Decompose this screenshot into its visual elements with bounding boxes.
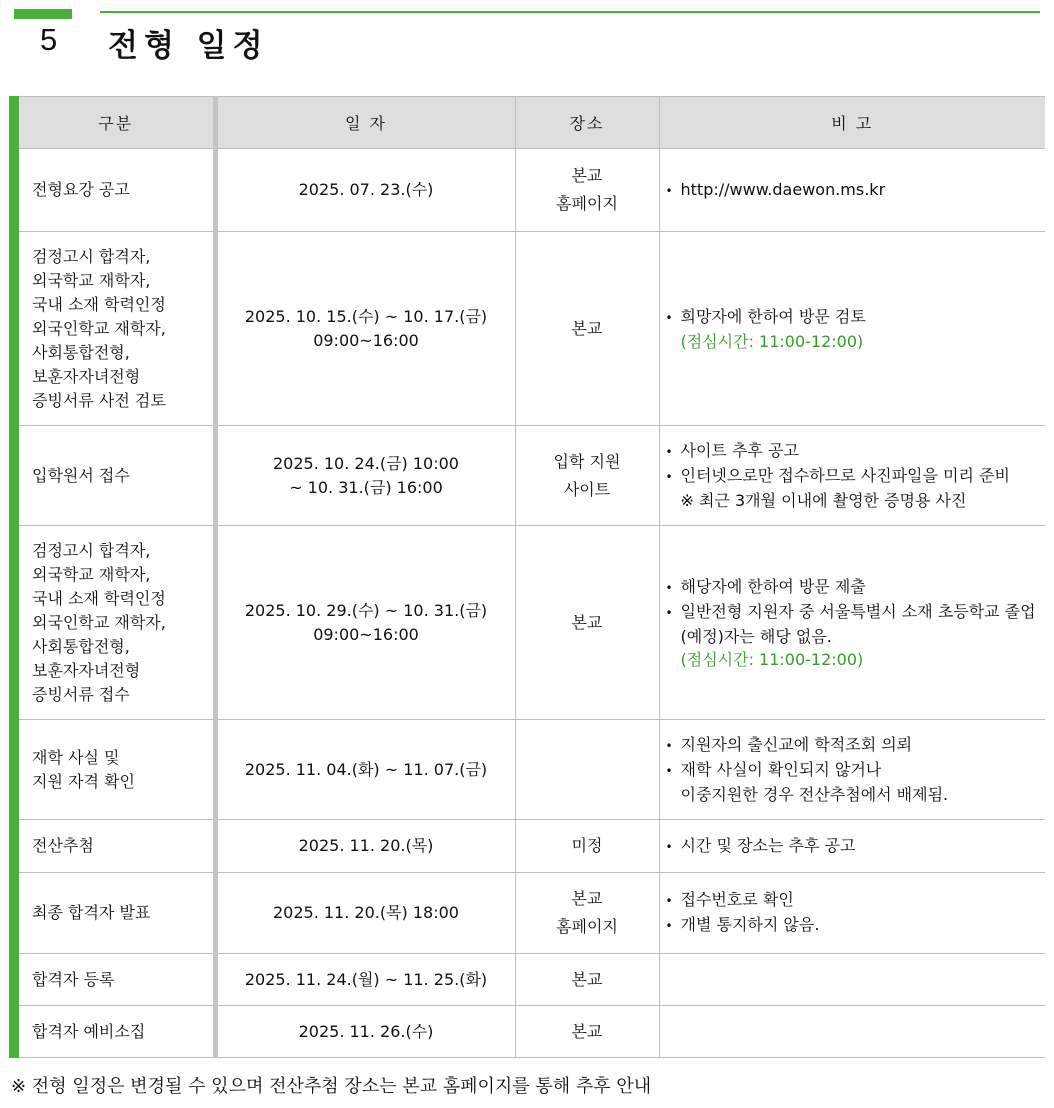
table-row [19,232,1045,426]
place-cell-line: 입학 지원 [553,451,621,471]
note-subline: ※ 최근 3개월 이내에 촬영한 증명용 사진 [680,491,967,510]
place-cell-line: 본교 [571,166,603,185]
section-title: 전형 일정 [108,28,269,64]
place-cell-line: 홈페이지 [556,194,618,213]
date-cell-line: 2025. 11. 24.(월) ~ 11. 25.(화) [244,969,488,989]
date-cell [215,149,515,232]
place-cell-line: 사이트 [563,479,611,499]
place-cell [515,1006,659,1058]
header-category: 구분 [19,97,215,149]
notes-cell [659,873,1045,954]
notes-cell [659,232,1045,426]
category-cell [19,232,215,426]
header-place: 장소 [515,97,659,149]
place-cell-line: 본교 [571,612,603,632]
category-cell-line: 사회통합전형, [32,342,130,362]
place-cell [515,720,659,820]
date-cell-line: 2025. 10. 15.(수) ~ 10. 17.(금) [244,306,488,326]
header-notes: 비 고 [659,97,1045,149]
category-cell-line: 전산추첨 [32,836,94,855]
table-row [19,149,1045,232]
date-cell-line: 09:00~16:00 [313,624,419,644]
category-cell-line: 보훈자자녀전형 [32,366,141,386]
category-cell-line: 외국학교 재학자, [32,270,151,290]
date-cell-line: 09:00~16:00 [313,330,419,350]
header-date: 일 자 [215,97,515,149]
note-bullet: • 지원자의 출신교에 학적조회 의뢰 [666,733,1046,758]
category-cell [19,149,215,232]
category-cell-line: 검정고시 합격자, [32,246,151,266]
place-cell [515,426,659,526]
category-cell-line: 보훈자자녀전형 [32,660,141,680]
category-cell-line: 국내 소재 학력인정 [32,294,166,314]
table-row [19,426,1045,526]
note-bullet: • 재학 사실이 확인되지 않거나 [666,758,1046,783]
date-cell [215,873,515,954]
category-cell [19,526,215,720]
note-bullet: • 접수번호로 확인 [666,888,1046,913]
table-row [19,1006,1045,1058]
section-divider-line [100,11,1040,13]
date-cell-line: 2025. 11. 20.(목) [298,836,434,855]
date-cell [215,426,515,526]
category-cell [19,954,215,1006]
place-cell-line: 미정 [571,836,603,855]
note-bullet: • 시간 및 장소는 추후 공고 [666,834,1046,859]
schedule-table [19,96,1045,1058]
footnote: ※ 전형 일정은 변경될 수 있으며 전산추첨 장소는 본교 홈페이지를 통해 추후 안내 [11,1076,652,1097]
section-number: 5 [40,22,58,57]
place-cell-line: 본교 [571,318,603,338]
date-cell [215,820,515,873]
note-subline: (점심시간: 11:00-12:00) [680,649,864,669]
notes-cell [659,526,1045,720]
table-row [19,526,1045,720]
date-cell-line: 2025. 11. 20.(목) 18:00 [272,903,459,922]
date-cell [215,954,515,1006]
note-subline: 이중지원한 경우 전산추첨에서 배제됨. [680,785,949,804]
notes-cell [659,720,1045,820]
table-row [19,820,1045,873]
category-cell-line: 합격자 예비소집 [32,1021,146,1041]
place-cell [515,873,659,954]
date-cell-line: 2025. 10. 24.(금) 10:00 [272,453,459,473]
table-row [19,954,1045,1006]
category-cell-line: 국내 소재 학력인정 [32,588,166,608]
note-bullet: • http://www.daewon.ms.kr [666,178,1046,203]
note-bullet: • 희망자에 한하여 방문 검토 [666,305,1046,330]
schedule-table-wrapper [9,96,1045,1058]
note-bullet: • 인터넷으로만 접수하므로 사진파일을 미리 준비 [666,464,1046,489]
category-cell-line: 사회통합전형, [32,636,130,656]
note-bullet: • 일반전형 지원자 중 서울특별시 소재 초등학교 졸업(예정)자는 해당 없음. [666,600,1046,648]
note-bullet: • 개별 통지하지 않음. [666,913,1046,938]
category-cell-line: 외국학교 재학자, [32,564,151,584]
place-cell-line: 본교 [571,889,603,908]
table-row [19,720,1045,820]
category-cell-line: 외국인학교 재학자, [32,612,166,632]
category-cell-line: 증빙서류 사전 검토 [32,390,166,410]
notes-cell [659,426,1045,526]
category-cell-line: 검정고시 합격자, [32,540,151,560]
date-cell [215,526,515,720]
note-bullet: • 사이트 추후 공고 [666,439,1046,464]
place-cell [515,149,659,232]
category-cell-line: 최종 합격자 발표 [32,903,151,922]
table-header-row [19,97,1045,149]
category-cell-line: 입학원서 접수 [32,465,130,485]
date-cell-line: 2025. 11. 04.(화) ~ 11. 07.(금) [244,759,488,779]
category-cell-line: 재학 사실 및 [32,747,120,767]
date-cell-line: 2025. 10. 29.(수) ~ 10. 31.(금) [244,600,488,620]
place-cell [515,526,659,720]
table-row [19,873,1045,954]
date-cell-line: 2025. 07. 23.(수) [298,180,434,199]
category-cell-line: 전형요강 공고 [32,180,130,199]
date-cell-line: ~ 10. 31.(금) 16:00 [289,477,443,497]
date-cell [215,1006,515,1058]
category-cell-line: 합격자 등록 [32,969,115,989]
notes-cell [659,954,1045,1006]
place-cell-line: 홈페이지 [556,917,618,936]
category-cell-line: 지원 자격 확인 [32,771,135,791]
date-cell-line: 2025. 11. 26.(수) [298,1021,434,1041]
category-cell-line: 증빙서류 접수 [32,684,130,704]
place-cell [515,820,659,873]
category-cell-line: 외국인학교 재학자, [32,318,166,338]
category-cell [19,426,215,526]
table-body [19,149,1045,1058]
category-cell [19,720,215,820]
place-cell [515,232,659,426]
date-cell [215,232,515,426]
category-cell [19,820,215,873]
section-accent-bar [14,9,72,19]
category-cell [19,1006,215,1058]
notes-cell [659,149,1045,232]
place-cell-line: 본교 [571,1021,603,1041]
note-subline: (점심시간: 11:00-12:00) [680,331,864,351]
notes-cell [659,1006,1045,1058]
category-cell [19,873,215,954]
notes-cell [659,820,1045,873]
place-cell [515,954,659,1006]
note-bullet: • 해당자에 한하여 방문 제출 [666,575,1046,600]
place-cell-line: 본교 [571,969,603,989]
date-cell [215,720,515,820]
